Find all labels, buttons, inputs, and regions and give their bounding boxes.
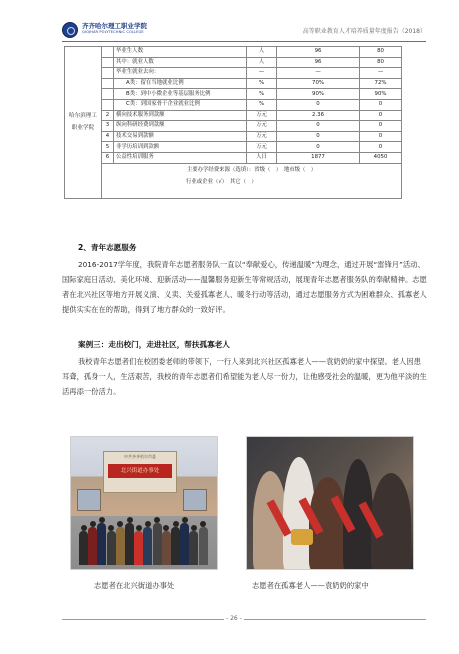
- table-row: [65, 152, 402, 163]
- row-value-1: 2.36: [277, 110, 360, 121]
- paragraph-volunteer-service: 2016-2017学年度，我院青年志愿者服务队一直以“奉献爱心，传递温暖”为理念，通过开展“雷锋月”活动、国际家庭日活动、美化环境、迎新活动——温馨服务迎新生等常规活动，展现青年志愿者服务队的奉献精神。志愿者在北兴社区等地方开展义演、义卖、关爱孤寡老人、暖冬行动等活动，通过志愿服务方式为困难群众、孤寡老人提供实实在在的帮助，得到了地方群众的一致好评。: [62, 260, 427, 314]
- row-item: 非学历培训到款额: [114, 142, 247, 153]
- row-value-1: 1877: [277, 152, 360, 163]
- row-item: C类：到国家骨干企业就业比例: [114, 99, 247, 110]
- school-name-cn: 齐齐哈尔理工职业学院: [82, 22, 147, 30]
- row-value-1: 70%: [277, 78, 360, 89]
- row-unit: %: [247, 89, 277, 100]
- row-value-1: —: [277, 68, 360, 79]
- office-sign: 中共齐齐哈尔市委 北兴街道办事处: [103, 451, 177, 493]
- header-divider: [62, 41, 426, 42]
- row-item: 横向技术服务到款额: [114, 110, 247, 121]
- person-figure: [125, 523, 134, 565]
- person-figure: [162, 531, 171, 565]
- table-row: [65, 142, 402, 153]
- table-row: [65, 99, 402, 110]
- row-unit: —: [247, 68, 277, 79]
- table-row: [65, 121, 402, 132]
- row-unit: 人: [247, 57, 277, 68]
- row-item: 纵向科研经费到款额: [114, 121, 247, 132]
- institution-label: 哈尔滨理工职业学院: [65, 47, 102, 199]
- row-unit: 万元: [247, 131, 277, 142]
- volunteer-group: [79, 513, 211, 565]
- row-value-1: 96: [277, 47, 360, 58]
- row-unit: %: [247, 99, 277, 110]
- row-number: 4: [102, 131, 114, 142]
- table-row: [65, 110, 402, 121]
- case-title: 案例三：走出校门，走进社区，帮扶孤寡老人: [78, 340, 230, 349]
- row-value-1: 96: [277, 57, 360, 68]
- row-value-1: 0: [277, 99, 360, 110]
- row-value-2: 0: [360, 110, 402, 121]
- caption-photo-2: 志愿者在孤寡老人——袁奶奶的家中: [252, 581, 369, 590]
- table-row: [65, 131, 402, 142]
- person-figure: [88, 527, 97, 565]
- report-title: 高等职业教育人才培养质量年度报告（2018）: [302, 28, 426, 35]
- caption-photo-1: 志愿者在北兴街道办事处: [94, 581, 175, 590]
- row-value-1: 0: [277, 131, 360, 142]
- row-number: [102, 78, 114, 89]
- service-contribution-table: [64, 46, 402, 199]
- row-value-2: 72%: [360, 78, 402, 89]
- person-figure: [134, 531, 143, 565]
- row-unit: 人: [247, 47, 277, 58]
- row-value-2: —: [360, 68, 402, 79]
- table-row: [65, 47, 402, 58]
- row-value-2: 0: [360, 131, 402, 142]
- page-number: - 26 -: [226, 615, 242, 622]
- photo-volunteers-at-office: [70, 436, 218, 570]
- row-number: 5: [102, 142, 114, 153]
- person-figure: [171, 527, 180, 565]
- row-unit: 万元: [247, 142, 277, 153]
- person-figure: [107, 531, 116, 565]
- row-unit: %: [247, 78, 277, 89]
- row-value-2: 0: [360, 99, 402, 110]
- person-figure: [143, 527, 152, 565]
- row-number: 3: [102, 121, 114, 132]
- row-item: 其中：就业人数: [114, 57, 247, 68]
- row-item: 技术交易到款额: [114, 131, 247, 142]
- photo-visit-elderly: [246, 436, 414, 570]
- row-value-2: 80: [360, 47, 402, 58]
- school-logo-icon: [62, 22, 78, 38]
- row-unit: 万元: [247, 121, 277, 132]
- row-value-2: 80: [360, 57, 402, 68]
- row-number: 6: [102, 152, 114, 163]
- footer-divider: [62, 619, 426, 620]
- row-unit: 人日: [247, 152, 277, 163]
- row-unit: 万元: [247, 110, 277, 121]
- person-figure: [180, 523, 189, 565]
- row-item: A类：留在当地就业比例: [114, 78, 247, 89]
- table-row: [65, 78, 402, 89]
- school-name-en: QIQIHAR POLYTECHNIC COLLEGE: [82, 30, 144, 34]
- row-value-1: 0: [277, 121, 360, 132]
- row-value-2: 0: [360, 121, 402, 132]
- section-title: 2、青年志愿服务: [78, 243, 137, 252]
- row-item: 毕业生人数: [114, 47, 247, 58]
- page-header: [62, 21, 426, 43]
- person-figure: [97, 523, 106, 565]
- person-figure: [116, 527, 125, 565]
- row-number: [102, 68, 114, 79]
- row-value-1: 0: [277, 142, 360, 153]
- row-item: 毕业生就业去向：: [114, 68, 247, 79]
- row-item: 公益性培训服务: [114, 152, 247, 163]
- row-number: [102, 99, 114, 110]
- person-figure: [79, 531, 88, 565]
- row-item: B类：到中小微企业等基层服务比例: [114, 89, 247, 100]
- funding-source-note: 主要办学经费来源（选填）：省级（ ） 地市级（ ） 行业或企业（√） 其它（ ）: [102, 163, 402, 198]
- row-value-1: 90%: [277, 89, 360, 100]
- row-number: [102, 47, 114, 58]
- row-value-2: 0: [360, 142, 402, 153]
- table-row: [65, 89, 402, 100]
- person-figure: [199, 527, 208, 565]
- row-value-2: 4050: [360, 152, 402, 163]
- row-number: [102, 57, 114, 68]
- row-number: [102, 89, 114, 100]
- table-row: [65, 57, 402, 68]
- row-number: 2: [102, 110, 114, 121]
- person-figure: [153, 523, 162, 565]
- table-row: [65, 68, 402, 79]
- person-figure: [189, 531, 198, 565]
- paragraph-case: 我校青年志愿者们在校团委老师的带领下，一行人来到北兴社区孤寡老人——袁奶奶的家中探望。老人因患耳聋，孤身一人，生活艰苦，我校的青年志愿者们希望能为老人尽一份力，让他感受社会的温暖，更为他平淡的生活再添一份活力。: [62, 357, 427, 396]
- row-value-2: 90%: [360, 89, 402, 100]
